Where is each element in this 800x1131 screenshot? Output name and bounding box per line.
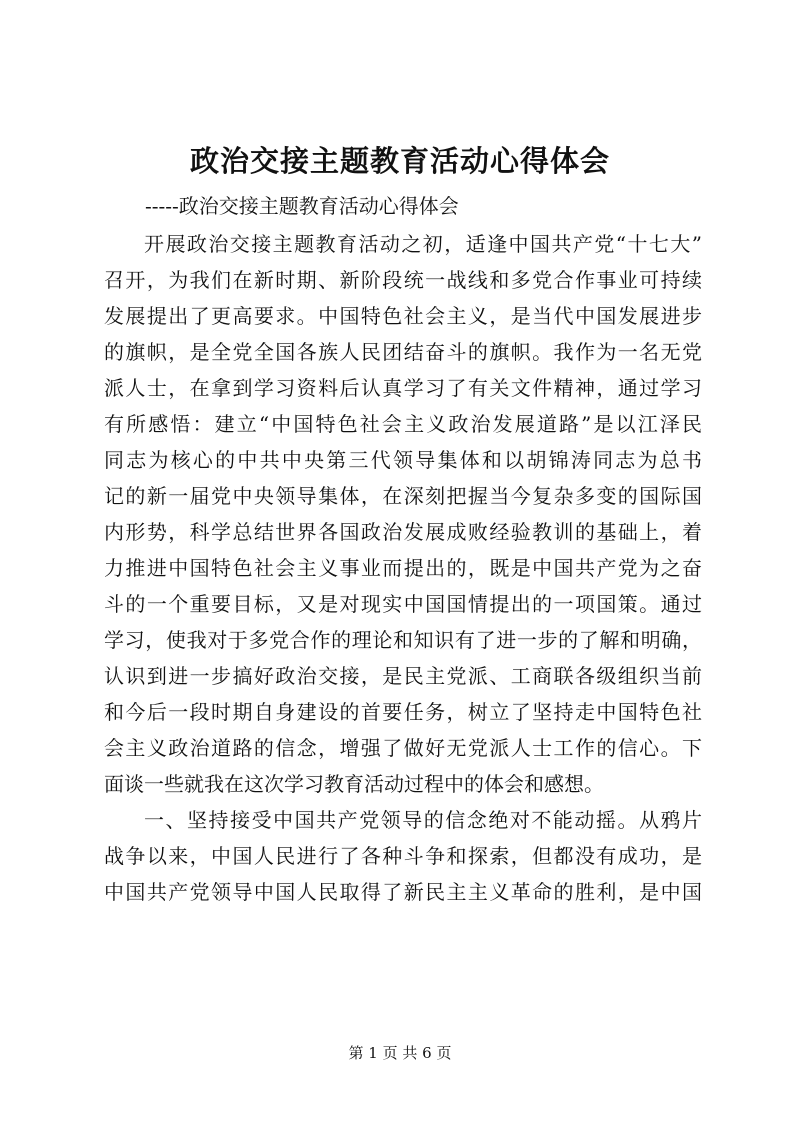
document-title: 政治交接主题教育活动心得体会: [189, 144, 610, 178]
body-line: 和今后一段时期自身建设的首要任务，树立了坚持走中国特色社: [104, 700, 702, 724]
body-line: 认识到进一步搞好政治交接，是民主党派、工商联各级组织当前: [104, 664, 702, 688]
body-line: 一、坚持接受中国共产党领导的信念绝对不能动摇。从鸦片: [144, 808, 702, 832]
body-line: 有所感悟：建立“中国特色社会主义政治发展道路”是以江泽民: [104, 412, 702, 436]
body-line: 派人士，在拿到学习资料后认真学习了有关文件精神，通过学习: [104, 376, 702, 400]
document-subtitle: -----政治交接主题教育活动心得体会: [145, 194, 459, 218]
body-line: 学习，使我对于多党合作的理论和知识有了进一步的了解和明确，: [104, 628, 702, 652]
body-line: 会主义政治道路的信念，增强了做好无党派人士工作的信心。下: [104, 736, 702, 760]
body-line: 中国共产党领导中国人民取得了新民主主义革命的胜利，是中国: [104, 880, 702, 904]
body-line: 内形势，科学总结世界各国政治发展成败经验教训的基础上，着: [104, 520, 702, 544]
page-number-footer: 第 1 页 共 6 页: [348, 1044, 452, 1062]
body-line: 的旗帜，是全党全国各族人民团结奋斗的旗帜。我作为一名无党: [104, 340, 702, 364]
body-line: 记的新一届党中央领导集体，在深刻把握当今复杂多变的国际国: [104, 484, 702, 508]
body-line: 开展政治交接主题教育活动之初，适逢中国共产党“十七大”: [144, 232, 702, 256]
body-line: 发展提出了更高要求。中国特色社会主义，是当代中国发展进步: [104, 304, 702, 328]
body-line: 战争以来，中国人民进行了各种斗争和探索，但都没有成功，是: [104, 844, 702, 868]
body-line: 力推进中国特色社会主义事业而提出的，既是中国共产党为之奋: [104, 556, 702, 580]
body-line: 斗的一个重要目标，又是对现实中国国情提出的一项国策。通过: [104, 592, 702, 616]
body-line: 面谈一些就我在这次学习教育活动过程中的体会和感想。: [104, 772, 604, 796]
document-body: [104, 226, 702, 910]
body-line: 同志为核心的中共中央第三代领导集体和以胡锦涛同志为总书: [104, 448, 702, 472]
body-line: 召开，为我们在新时期、新阶段统一战线和多党合作事业可持续: [104, 268, 702, 292]
